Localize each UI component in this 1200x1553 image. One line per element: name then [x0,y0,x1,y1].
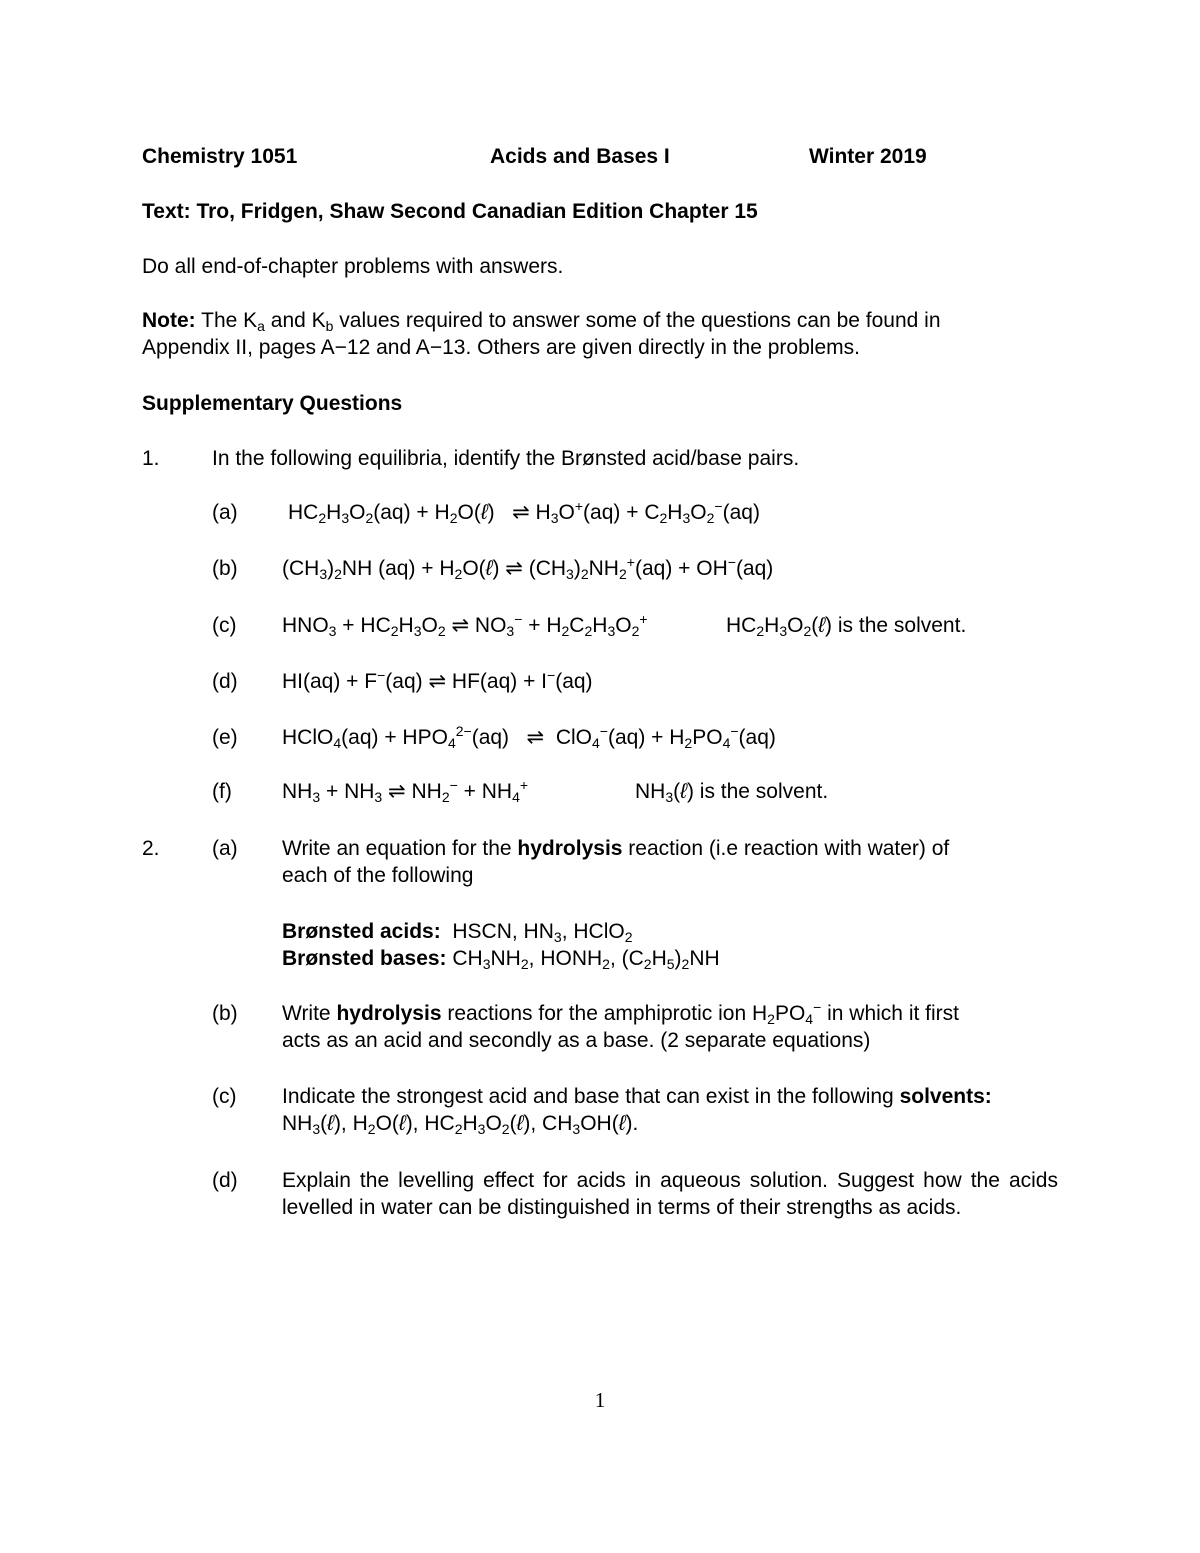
page-number: 1 [594,1388,606,1412]
note-line-2: Appendix II, pages A−12 and A−13. Others are given directly in the problems. [142,336,860,359]
q2-part-c-text: Indicate the strongest acid and base that can exist in the following solvents: [282,1085,992,1108]
q2-part-a-label: (a) [212,837,238,860]
q2-part-c-solvents: $NH_3(\ell)$, $H_2O(\ell)$, $HC_2H_3O_2(\ell)$, $CH_3OH(\ell)$. [282,1112,639,1137]
q1-part-f-solvent-note: $NH_3(\ell)$ is the solvent. [635,780,829,805]
q1-part-b-equation: $(CH_3)_2NH$ $(aq) + H_2O(\ell)$ ⇌ $(CH_3)_2NH_2^+(aq) + OH^-(aq)$ [282,554,774,582]
q1-part-a-label: (a) [212,501,238,524]
q2-part-d-text: Explain the levelling effect for acids in aqueous solution. Suggest how the acids levelled in water can be distinguished in terms of their strengths as acids. [282,1169,1058,1219]
q1-part-b-label: (b) [212,557,238,580]
q2-part-c-label: (c) [212,1085,237,1108]
q1-part-c-equation: $HNO_3 + HC_2H_3O_2$ ⇌ $NO_3^- + H_2C_2H_3O_2^+$ [282,611,648,639]
course-title: Chemistry 1051 [142,145,298,168]
instruction-line: Do all end-of-chapter problems with answers. [142,255,564,278]
q1-part-f-equation: $NH_3 + NH_3$ ⇌ $NH_2^- + NH_4^+$ [282,777,529,805]
q2-part-b-label: (b) [212,1002,238,1025]
q2-bases-line: Brønsted bases: $CH_3NH_2$, $HONH_2$, $(C_2H_5)_2NH$ [282,947,720,972]
q1-part-c-label: (c) [212,614,237,637]
q2-part-b-text-2: acts as an acid and secondly as a base. (2 separate equations) [282,1029,871,1052]
q2-part-b-text: Write hydrolysis reactions for the amphiprotic ion $H_2PO_4^-$ in which it first [282,999,959,1027]
q1-number: 1. [142,447,160,470]
section-title: Supplementary Questions [142,392,403,415]
note-line-1: Note: The $K_a$ and $K_b$ values required to answer some of the questions can be found in [142,309,941,334]
textbook-line: Text: Tro, Fridgen, Shaw Second Canadian Edition Chapter 15 [142,200,758,223]
q1-prompt: In the following equilibria, identify the Brønsted acid/base pairs. [212,447,800,470]
q1-part-f-label: (f) [212,780,232,803]
q1-part-a-equation: $HC_2H_3O_2(aq)$ + $H_2O(\ell)$ ⇌ $H_3O^+(aq) + C_2H_3O_2^-(aq)$ [288,498,760,526]
q2-number: 2. [142,837,160,860]
topic-title: Acids and Bases I [490,145,670,168]
q2-part-a-text-2: each of the following [282,864,474,887]
q1-part-d-label: (d) [212,670,238,693]
term-title: Winter 2019 [809,145,927,168]
q1-part-c-solvent-note: $HC_2H_3O_2(\ell)$ is the solvent. [726,614,967,639]
note-label: Note: [142,309,196,332]
q1-part-e-label: (e) [212,726,238,749]
q2-part-d-label: (d) [212,1169,238,1192]
q2-acids-line: Brønsted acids: HSCN, $HN_3$, HClO$_2$ [282,920,633,945]
q2-part-a-text: Write an equation for the hydrolysis reaction (i.e reaction with water) of [282,837,950,860]
q1-part-d-equation: HI(aq) + F−(aq) ⇌ HF(aq) + I−(aq) [282,667,593,693]
q1-part-e-equation: HClO$_4$(aq) + $HPO_4^{2-}(aq)$ ⇌ $ClO_4^-(aq) + H_2PO_4^-(aq)$ [282,723,776,751]
